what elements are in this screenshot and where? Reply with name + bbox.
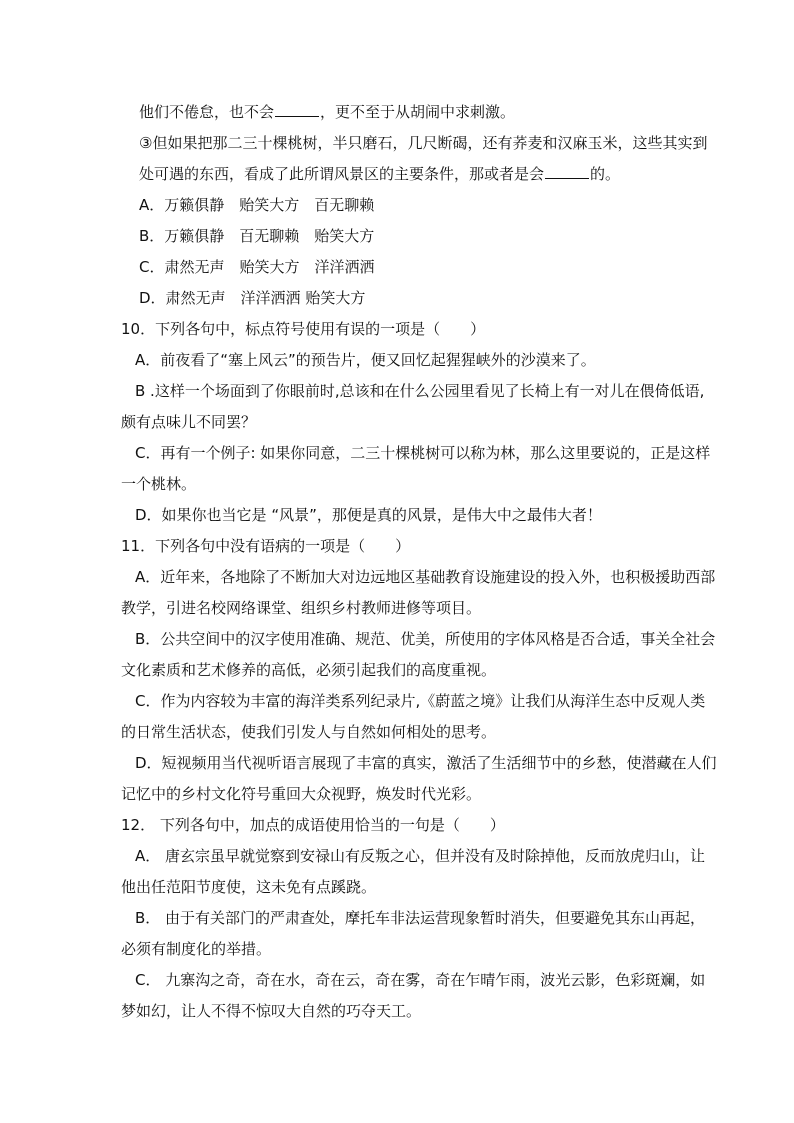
passage-line: 他们不倦怠，也不会 ，更不至于从胡闹中求刺激。	[139, 103, 516, 121]
option-a: A．前夜看了“塞上风云”的预告片，便又回忆起猩猩峡外的沙漠来了。	[135, 351, 596, 369]
option-a-cont: 教学，引进名校网络课堂、组织乡村教师进修等项目。	[121, 599, 482, 617]
option-b: B． 由于有关部门的严肃查处，摩托车非法运营现象暂时消失，但要避免其东山再起，	[135, 909, 706, 927]
option-c-cont: 一个桃林。	[121, 475, 197, 493]
passage-line: 处可遇的东西，看成了此所谓风景区的主要条件，那或者是会 的。	[139, 165, 621, 183]
option-b-cont: 文化素质和艺术修养的高低，必须引起我们的高度重视。	[121, 661, 497, 679]
option-c: C． 九寨沟之奇，奇在水，奇在云，奇在雾，奇在乍晴乍雨，波光云影，色彩斑斓，如	[135, 971, 706, 989]
option-c-cont: 的日常生活状态，使我们引发人与自然如何相处的思考。	[121, 723, 497, 741]
option-a: A．万籁俱静 贻笑大方 百无聊赖	[139, 196, 375, 214]
option-a: A．近年来，各地除了不断加大对边远地区基础教育设施建设的投入外，也积极援助西部	[135, 568, 716, 586]
option-c-cont: 梦如幻，让人不得不惊叹大自然的巧夺天工。	[121, 1002, 422, 1020]
option-b: B．万籁俱静 百无聊赖 贻笑大方	[139, 227, 375, 245]
option-c: C．再有一个例子: 如果你同意，二三十棵桃树可以称为林，那么这里要说的，正是这样	[135, 444, 711, 462]
option-c: C．肃然无声 贻笑大方 洋洋洒洒	[139, 258, 375, 276]
question-12-stem: 12． 下列各句中，加点的成语使用恰当的一句是（ ）	[121, 816, 505, 834]
option-a: A． 唐玄宗虽早就觉察到安禄山有反叛之心，但并没有及时除掉他，反而放虎归山，让	[135, 847, 706, 865]
fill-blank	[275, 102, 319, 117]
fill-blank	[545, 164, 589, 179]
option-b-cont: 颇有点味儿不同罢？	[121, 413, 257, 431]
option-d-cont: 记忆中的乡村文化符号重回大众视野，焕发时代光彩。	[121, 785, 482, 803]
question-11-stem: 11．下列各句中没有语病的一项是（ ）	[121, 537, 411, 555]
option-b: B .这样一个场面到了你眼前时,总该和在什么公园里看见了长椅上有一对儿在偎倚低语,	[135, 382, 705, 400]
option-d: D．肃然无声 洋洋洒洒 贻笑大方	[139, 289, 366, 307]
option-a-cont: 他出任范阳节度使，这未免有点蹊跷。	[121, 878, 377, 896]
passage-line: ③但如果把那二三十棵桃树，半只磨石，几尺断碣，还有荞麦和汉麻玉米，这些其实到	[139, 134, 708, 152]
option-d: D．如果你也当它是 “风景”，那便是真的风景，是伟大中之最伟大者！	[135, 506, 602, 524]
option-d: D．短视频用当代视听语言展现了丰富的真实，激活了生活细节中的乡愁，使潜藏在人们	[135, 754, 717, 772]
option-b-cont: 必须有制度化的举措。	[121, 940, 272, 958]
option-c: C．作为内容较为丰富的海洋类系列纪录片,《蔚蓝之境》让我们从海洋生态中反观人类	[135, 692, 706, 710]
option-b: B．公共空间中的汉字使用准确、规范、优美，所使用的字体风格是否合适，事关全社会	[135, 630, 716, 648]
question-10-stem: 10．下列各句中，标点符号使用有误的一项是（ ）	[121, 320, 486, 338]
